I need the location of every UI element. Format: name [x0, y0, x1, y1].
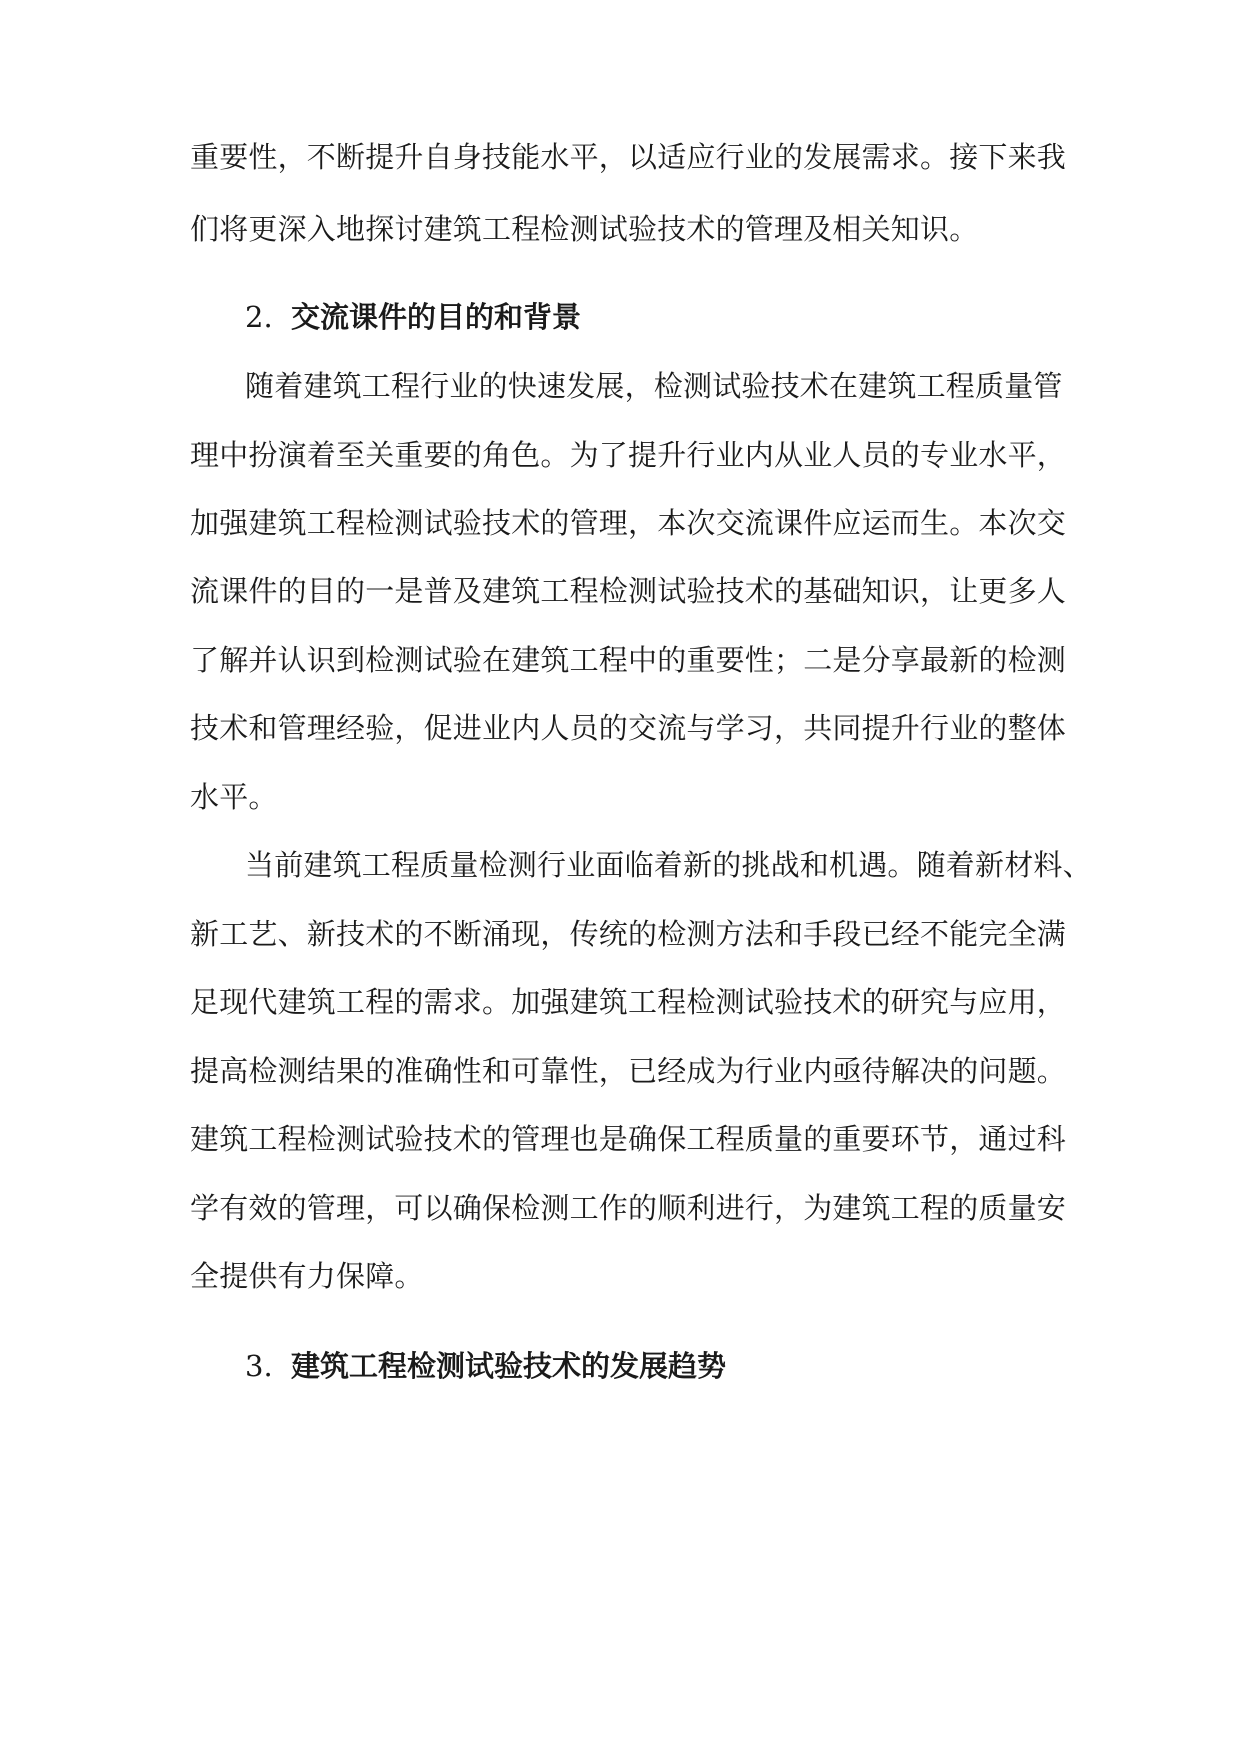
paragraph-line: 提高检测结果的准确性和可靠性，已经成为行业内亟待解决的问题。	[190, 1054, 1067, 1088]
paragraph-line: 加强建筑工程检测试验技术的管理，本次交流课件应运而生。本次交	[190, 506, 1067, 540]
paragraph-line: 们将更深入地探讨建筑工程检测试验技术的管理及相关知识。	[190, 212, 979, 246]
paragraph-line: 重要性，不断提升自身技能水平，以适应行业的发展需求。接下来我	[190, 140, 1067, 174]
section-heading-2	[245, 297, 581, 337]
paragraph-line: 流课件的目的一是普及建筑工程检测试验技术的基础知识，让更多人	[190, 574, 1067, 608]
paragraph-line: 全提供有力保障。	[190, 1259, 424, 1293]
paragraph-line: 随着建筑工程行业的快速发展，检测试验技术在建筑工程质量管	[245, 369, 1063, 403]
paragraph-line: 理中扮演着至关重要的角色。为了提升行业内从业人员的专业水平，	[190, 438, 1067, 472]
section-title: 交流课件的目的和背景	[291, 300, 582, 334]
paragraph-line: 学有效的管理，可以确保检测工作的顺利进行，为建筑工程的质量安	[190, 1191, 1067, 1225]
paragraph-line: 技术和管理经验，促进业内人员的交流与学习，共同提升行业的整体	[190, 711, 1067, 745]
section-number: 2.	[245, 300, 273, 334]
paragraph-line: 当前建筑工程质量检测行业面临着新的挑战和机遇。随着新材料、	[245, 848, 1092, 882]
paragraph-line: 水平。	[190, 780, 278, 814]
section-number: 3.	[245, 1349, 273, 1383]
section-title: 建筑工程检测试验技术的发展趋势	[291, 1349, 727, 1383]
paragraph-line: 建筑工程检测试验技术的管理也是确保工程质量的重要环节，通过科	[190, 1122, 1067, 1156]
paragraph-line: 新工艺、新技术的不断涌现，传统的检测方法和手段已经不能完全满	[190, 917, 1067, 951]
paragraph-line: 足现代建筑工程的需求。加强建筑工程检测试验技术的研究与应用，	[190, 985, 1067, 1019]
section-heading-3	[245, 1346, 726, 1386]
paragraph-line: 了解并认识到检测试验在建筑工程中的重要性；二是分享最新的检测	[190, 643, 1067, 677]
